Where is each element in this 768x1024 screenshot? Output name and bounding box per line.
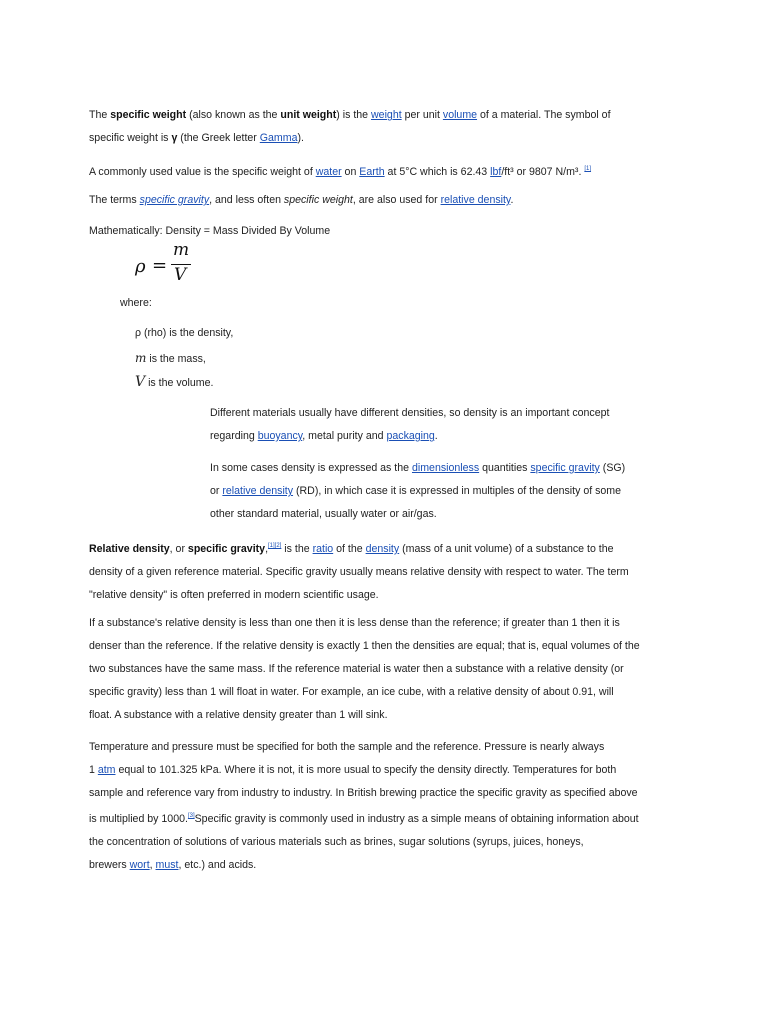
line: Temperature and pressure must be specified for both the sample and the reference. Pressure is nearly always	[89, 741, 605, 753]
link-relative-density[interactable]: relative density	[222, 485, 294, 497]
paragraph-relative-density	[89, 535, 689, 607]
text: is the	[281, 543, 313, 555]
line: Mathematically: Density = Mass Divided By Volume	[89, 225, 331, 237]
symbol-v: V	[135, 374, 146, 390]
line	[135, 371, 735, 395]
text: regarding	[210, 430, 258, 442]
text: .	[434, 430, 438, 442]
density-formula	[135, 240, 205, 286]
text: ρ (rho) is the density,	[135, 327, 234, 339]
text: (mass of a unit volume) of a substance to the	[399, 543, 614, 555]
line: sample and reference vary from industry to industry. In British brewing practice the specific gravity as specified above	[89, 787, 638, 799]
text: is the mass,	[146, 353, 206, 365]
line: other standard material, usually water or air/gas.	[210, 508, 437, 520]
text: , metal purity and	[302, 430, 387, 442]
text: on	[341, 166, 360, 178]
text: The	[89, 109, 111, 121]
line	[210, 457, 768, 480]
text: In some cases density is expressed as the	[210, 462, 412, 474]
line	[89, 805, 689, 831]
formula-denominator: V	[174, 265, 187, 285]
text: where:	[120, 297, 152, 309]
line	[210, 425, 768, 448]
definition-rho	[135, 322, 735, 345]
text: .	[510, 194, 514, 206]
link-relative-density[interactable]: relative density	[440, 194, 511, 206]
link-water[interactable]: water	[315, 166, 342, 178]
line: Different materials usually have different densities, so density is an important concept	[210, 407, 610, 419]
text: specific weight is	[89, 132, 172, 144]
line	[89, 854, 689, 877]
line: denser than the reference. If the relative density is exactly 1 then the densities are equal; that is, equal volumes of the	[89, 640, 640, 652]
text: is multiplied by 1000.	[89, 813, 188, 825]
line: the concentration of solutions of various materials such as brines, sugar solutions (syrups, juices, honeys,	[89, 836, 584, 848]
link-density[interactable]: density	[365, 543, 400, 555]
line	[210, 480, 768, 503]
link-ratio[interactable]: ratio	[312, 543, 334, 555]
text: (RD), in which case it is expressed in multiples of the density of some	[293, 485, 621, 497]
text: (the Greek letter	[177, 132, 260, 144]
line	[89, 127, 689, 150]
term-relative-density: Relative density	[89, 543, 170, 555]
link-wort[interactable]: wort	[129, 859, 150, 871]
paragraph-temperature-pressure	[89, 736, 689, 877]
line: float. A substance with a relative density greater than 1 will sink.	[89, 709, 388, 721]
text: ,	[149, 859, 156, 871]
text: ).	[297, 132, 304, 144]
formula-rho: ρ	[135, 256, 146, 277]
term-specific-gravity: specific gravity	[187, 543, 266, 555]
indented-paragraph-densities	[210, 402, 768, 448]
indented-paragraph-dimensionless	[210, 457, 768, 526]
line: two substances have the same mass. If the reference material is water then a substance with a relative density (or	[89, 663, 624, 675]
line	[89, 535, 689, 561]
text: per unit	[401, 109, 443, 121]
term-specific-weight-italic: specific weight	[283, 194, 353, 206]
text: /ft³ or 9807 N/m³.	[501, 166, 585, 178]
text: at 5°C which is 62.43	[384, 166, 491, 178]
text: 1	[89, 764, 98, 776]
text: The terms	[89, 194, 140, 206]
line	[89, 189, 689, 212]
link-earth[interactable]: Earth	[359, 166, 385, 178]
line: specific gravity) less than 1 will float in water. For example, an ice cube, with a relative density of about 0.91, will	[89, 686, 614, 698]
text: , etc.) and acids.	[178, 859, 257, 871]
text: is the volume.	[145, 377, 214, 389]
text: or	[210, 485, 223, 497]
link-weight[interactable]: weight	[371, 109, 402, 121]
text: Specific gravity is commonly used in industry as a simple means of obtaining information about	[194, 813, 639, 825]
paragraph-less-dense	[89, 612, 689, 727]
link-lbf[interactable]: lbf	[490, 166, 502, 178]
line: If a substance's relative density is less than one then it is less dense than the reference; if greater than 1 then it is	[89, 617, 620, 629]
line: density of a given reference material. Specific gravity usually means relative density with respect to water. The term	[89, 566, 629, 578]
term-unit-weight: unit weight	[280, 109, 337, 121]
link-specific-gravity[interactable]: specific gravity	[139, 194, 210, 206]
paragraph-terms	[89, 189, 689, 212]
paragraph-specific-weight	[89, 104, 689, 150]
definition-volume	[135, 371, 735, 395]
text: quantities	[479, 462, 531, 474]
citation-link[interactable]: [3]	[187, 813, 195, 819]
text: , are also used for	[352, 194, 441, 206]
link-specific-gravity[interactable]: specific gravity	[530, 462, 600, 474]
text: A commonly used value is the specific weight of	[89, 166, 316, 178]
line	[89, 104, 689, 127]
citation-link[interactable]: [1]	[584, 166, 592, 172]
paragraph-common-value	[89, 158, 689, 184]
link-volume[interactable]: volume	[442, 109, 478, 121]
link-dimensionless[interactable]: dimensionless	[411, 462, 480, 474]
definition-mass	[135, 347, 735, 371]
symbol-m: m	[135, 351, 147, 365]
line	[135, 347, 735, 371]
citation-link[interactable]: [1][2]	[268, 543, 282, 549]
gamma-symbol: γ	[171, 132, 178, 144]
text: , and less often	[209, 194, 284, 206]
text: equal to 101.325 kPa. Where it is not, it is more usual to specify the density directly. Temperatures for both	[115, 764, 617, 776]
link-must[interactable]: must	[155, 859, 179, 871]
text: ,	[265, 543, 269, 555]
term-specific-weight: specific weight	[110, 109, 187, 121]
where-label	[120, 292, 720, 315]
link-atm[interactable]: atm	[97, 764, 116, 776]
text: brewers	[89, 859, 130, 871]
link-packaging[interactable]: packaging	[386, 430, 435, 442]
formula-equals: =	[152, 255, 168, 276]
text: (also known as the	[186, 109, 281, 121]
line	[89, 759, 689, 782]
link-buoyancy[interactable]: buoyancy	[257, 430, 303, 442]
text: ) is the	[336, 109, 372, 121]
line: "relative density" is often preferred in modern scientific usage.	[89, 589, 379, 601]
link-gamma[interactable]: Gamma	[259, 132, 298, 144]
formula-numerator: m	[173, 240, 190, 260]
text: of a material. The symbol of	[477, 109, 611, 121]
text: (SG)	[599, 462, 626, 474]
text: of the	[333, 543, 366, 555]
text: , or	[169, 543, 188, 555]
line	[89, 158, 689, 184]
